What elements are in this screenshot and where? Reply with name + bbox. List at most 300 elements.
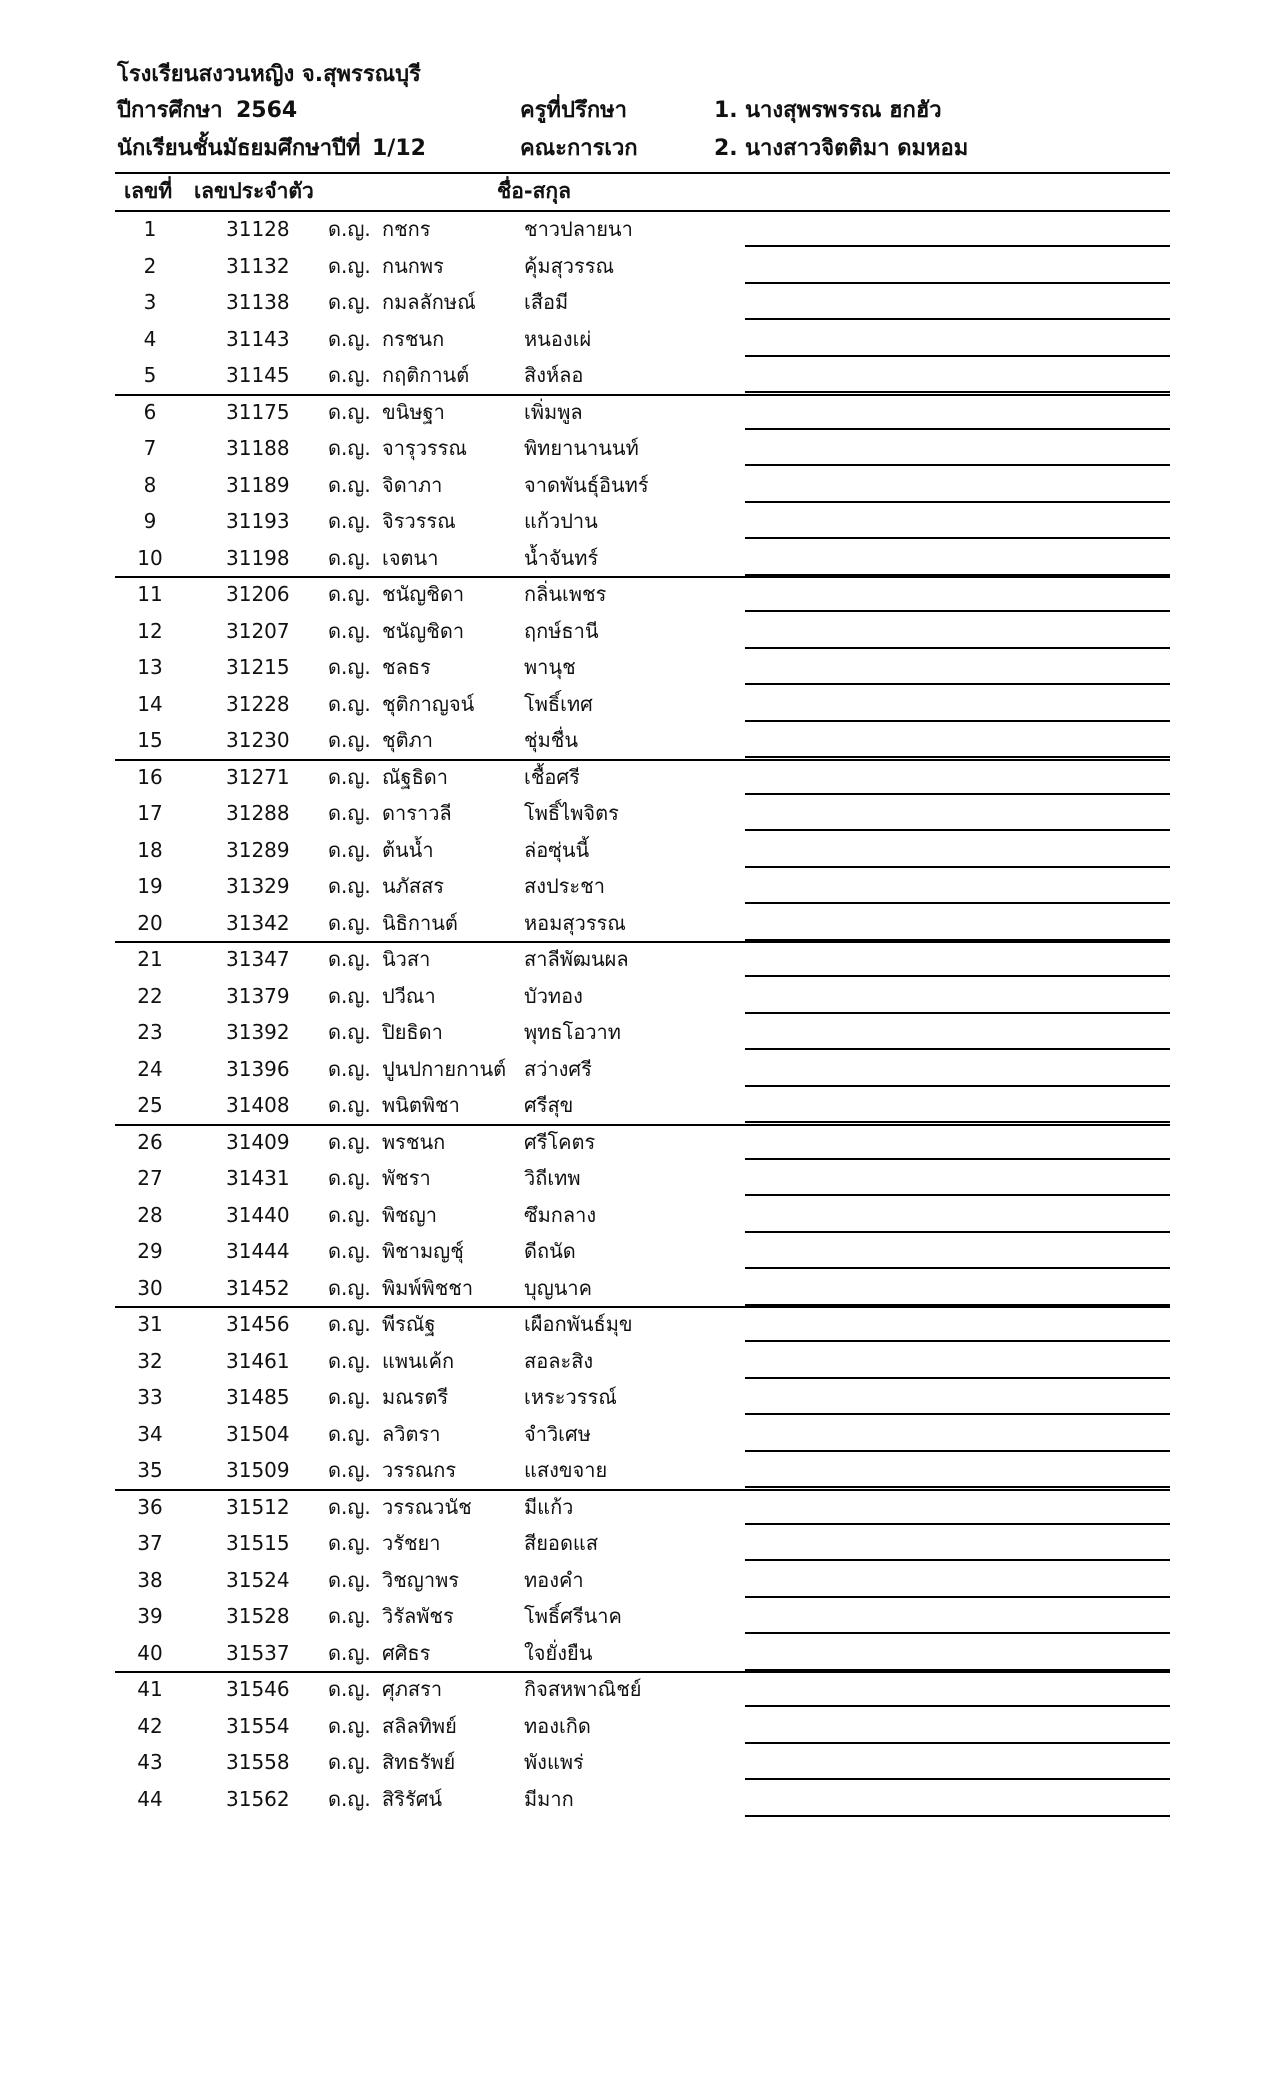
first-name: วรัชยา xyxy=(382,1531,441,1555)
student-number: 7 xyxy=(143,436,157,460)
first-name: กฤติกานต์ xyxy=(382,363,470,387)
student-number: 19 xyxy=(137,874,163,898)
student-id: 31409 xyxy=(226,1129,290,1154)
first-name: ศุภสรา xyxy=(382,1677,443,1701)
school-name: โรงเรียนสงวนหญิง จ.สุพรรณบุรี xyxy=(117,62,421,87)
student-id: 31188 xyxy=(226,436,290,460)
student-number: 26 xyxy=(137,1129,163,1154)
first-name: ชลธร xyxy=(382,655,431,679)
name-prefix: ด.ญ. xyxy=(328,983,371,1008)
student-id: 31138 xyxy=(226,290,290,314)
student-number: 28 xyxy=(137,1202,163,1227)
student-id: 31440 xyxy=(226,1202,290,1227)
signature-line xyxy=(745,1559,1170,1561)
name-prefix: ด.ญ. xyxy=(328,1129,371,1154)
student-number: 12 xyxy=(137,618,163,643)
first-name: พิชญา xyxy=(382,1202,438,1227)
name-prefix: ด.ญ. xyxy=(328,217,371,241)
student-id: 31456 xyxy=(226,1312,290,1336)
table-row xyxy=(0,1125,1275,1161)
committee-label: คณะการเวก xyxy=(520,136,638,161)
table-row xyxy=(0,1380,1275,1416)
student-number: 40 xyxy=(137,1640,163,1665)
student-number: 38 xyxy=(137,1567,163,1592)
student-number: 31 xyxy=(137,1312,163,1336)
signature-line xyxy=(745,647,1170,649)
signature-line xyxy=(745,1596,1170,1598)
student-id: 31515 xyxy=(226,1531,290,1555)
first-name: นภัสสร xyxy=(382,874,445,898)
name-prefix: ด.ญ. xyxy=(328,1093,371,1117)
signature-line xyxy=(745,428,1170,430)
table-row xyxy=(0,760,1275,796)
advisor-1-name: นางสุพรพรรณ ฮกฮัว xyxy=(745,98,942,123)
signature-line xyxy=(745,1267,1170,1269)
name-prefix: ด.ญ. xyxy=(328,1385,371,1409)
student-id: 31528 xyxy=(226,1604,290,1628)
student-number: 14 xyxy=(137,691,163,716)
last-name: กลิ่นเพชร xyxy=(524,582,607,606)
table-row xyxy=(0,1052,1275,1088)
last-name: พิทยานานนท์ xyxy=(524,436,639,460)
first-name: สิริรัศน์ xyxy=(382,1786,443,1811)
name-prefix: ด.ญ. xyxy=(328,1494,371,1519)
table-row xyxy=(0,395,1275,431)
signature-line xyxy=(745,318,1170,320)
first-name: ศศิธร xyxy=(382,1640,431,1665)
student-number: 4 xyxy=(143,326,157,351)
table-row xyxy=(0,1161,1275,1197)
name-prefix: ด.ญ. xyxy=(328,874,371,898)
first-name: ณัฐธิดา xyxy=(382,764,449,789)
student-number: 3 xyxy=(143,290,157,314)
group-divider xyxy=(115,1306,1170,1308)
last-name: น้ำจันทร์ xyxy=(524,545,599,570)
first-name: พีรณัฐ xyxy=(382,1312,436,1336)
student-number: 21 xyxy=(137,947,163,971)
first-name: เจตนา xyxy=(382,545,439,570)
last-name: สอละสิง xyxy=(524,1348,594,1373)
last-name: คุ้มสุวรรณ xyxy=(524,253,615,278)
last-name: แสงขจาย xyxy=(524,1458,608,1482)
signature-line xyxy=(745,501,1170,503)
table-row xyxy=(0,1599,1275,1635)
last-name: พานุช xyxy=(524,655,576,679)
column-header-student-id: เลขประจำตัว xyxy=(194,179,314,203)
signature-line xyxy=(745,1815,1170,1817)
student-number: 5 xyxy=(143,363,157,387)
last-name: สิงห์ลอ xyxy=(524,363,584,387)
student-number: 18 xyxy=(137,837,163,862)
group-divider xyxy=(115,394,1170,396)
student-id: 31132 xyxy=(226,253,290,278)
student-number: 29 xyxy=(137,1239,163,1263)
group-divider xyxy=(115,1671,1170,1673)
first-name: นิวสา xyxy=(382,947,431,971)
table-row xyxy=(0,1271,1275,1307)
student-id: 31175 xyxy=(226,399,290,424)
academic-year-label: ปีการศึกษา xyxy=(117,98,223,123)
table-row xyxy=(0,833,1275,869)
first-name: จิดาภา xyxy=(382,472,443,497)
last-name: ชุ่มชื่น xyxy=(524,728,579,752)
name-prefix: ด.ญ. xyxy=(328,509,371,533)
advisor-label: ครูที่ปรึกษา xyxy=(520,98,627,123)
signature-line xyxy=(745,866,1170,868)
student-id: 31558 xyxy=(226,1750,290,1774)
student-number: 23 xyxy=(137,1020,163,1044)
name-prefix: ด.ญ. xyxy=(328,728,371,752)
last-name: ล่อซุ่นนี้ xyxy=(524,837,590,862)
student-number: 34 xyxy=(137,1421,163,1446)
student-id: 31189 xyxy=(226,472,290,497)
last-name: มีมาก xyxy=(524,1786,574,1811)
last-name: วิถีเทพ xyxy=(524,1166,581,1190)
first-name: ลวิตรา xyxy=(382,1421,441,1446)
class-value: 1/12 xyxy=(372,136,426,161)
table-row xyxy=(0,358,1275,394)
table-row xyxy=(0,1015,1275,1051)
table-row xyxy=(0,1709,1275,1745)
signature-line xyxy=(745,1523,1170,1525)
name-prefix: ด.ญ. xyxy=(328,655,371,679)
student-id: 31444 xyxy=(226,1239,290,1263)
student-id: 31193 xyxy=(226,509,290,533)
first-name: กนกพร xyxy=(382,253,444,278)
student-id: 31562 xyxy=(226,1786,290,1811)
advisor-2-name: นางสาวจิตติมา ดมหอม xyxy=(745,136,969,161)
name-prefix: ด.ญ. xyxy=(328,545,371,570)
first-name: พนิตพิชา xyxy=(382,1093,460,1117)
student-id: 31452 xyxy=(226,1275,290,1300)
name-prefix: ด.ญ. xyxy=(328,1786,371,1811)
signature-line xyxy=(745,683,1170,685)
student-number: 27 xyxy=(137,1166,163,1190)
student-id: 31512 xyxy=(226,1494,290,1519)
advisor-2-number: 2. xyxy=(714,136,738,161)
first-name: ชุติกาญจน์ xyxy=(382,691,475,716)
signature-line xyxy=(745,975,1170,977)
name-prefix: ด.ญ. xyxy=(328,290,371,314)
student-number: 25 xyxy=(137,1093,163,1117)
student-number: 44 xyxy=(137,1786,163,1811)
last-name: สาลีพัฒนผล xyxy=(524,947,629,971)
last-name: สียอดแส xyxy=(524,1531,599,1555)
signature-line xyxy=(745,245,1170,247)
table-row xyxy=(0,1453,1275,1489)
student-number: 17 xyxy=(137,801,163,825)
table-row xyxy=(0,723,1275,759)
student-number: 16 xyxy=(137,764,163,789)
table-row xyxy=(0,1234,1275,1270)
first-name: ขนิษฐา xyxy=(382,399,445,424)
name-prefix: ด.ญ. xyxy=(328,764,371,789)
name-prefix: ด.ญ. xyxy=(328,582,371,606)
table-row xyxy=(0,942,1275,978)
last-name: ศรีสุข xyxy=(524,1093,574,1117)
first-name: พรชนก xyxy=(382,1129,446,1154)
last-name: ทองเกิด xyxy=(524,1713,591,1738)
table-row xyxy=(0,285,1275,321)
name-prefix: ด.ญ. xyxy=(328,436,371,460)
table-row xyxy=(0,1490,1275,1526)
student-number: 36 xyxy=(137,1494,163,1519)
table-row xyxy=(0,541,1275,577)
table-row xyxy=(0,979,1275,1015)
student-id: 31288 xyxy=(226,801,290,825)
last-name: หอมสุวรรณ xyxy=(524,910,626,935)
table-row xyxy=(0,687,1275,723)
first-name: ต้นน้ำ xyxy=(382,837,434,862)
first-name: วิรัลพัชร xyxy=(382,1604,454,1628)
first-name: จิรวรรณ xyxy=(382,509,456,533)
student-id: 31347 xyxy=(226,947,290,971)
student-number: 11 xyxy=(137,582,163,606)
last-name: ดีถนัด xyxy=(524,1239,576,1263)
student-id: 31207 xyxy=(226,618,290,643)
signature-line xyxy=(745,1450,1170,1452)
student-number: 37 xyxy=(137,1531,163,1555)
group-divider xyxy=(115,1124,1170,1126)
table-row xyxy=(0,431,1275,467)
group-divider xyxy=(115,1489,1170,1491)
student-id: 31504 xyxy=(226,1421,290,1446)
first-name: พิชามญชุ์ xyxy=(382,1239,464,1263)
student-id: 31379 xyxy=(226,983,290,1008)
table-row xyxy=(0,1198,1275,1234)
table-row xyxy=(0,577,1275,613)
last-name: ศรีโคตร xyxy=(524,1129,596,1154)
first-name: ปิยธิดา xyxy=(382,1020,443,1044)
first-name: กชกร xyxy=(382,217,431,241)
student-number: 8 xyxy=(143,472,157,497)
signature-line xyxy=(745,1413,1170,1415)
table-row xyxy=(0,1344,1275,1380)
last-name: เชื้อศรี xyxy=(524,764,580,789)
first-name: ดาราวลี xyxy=(382,801,452,825)
table-row xyxy=(0,614,1275,650)
first-name: ปวีณา xyxy=(382,983,436,1008)
name-prefix: ด.ญ. xyxy=(328,837,371,862)
signature-line xyxy=(745,902,1170,904)
student-number: 30 xyxy=(137,1275,163,1300)
signature-line xyxy=(745,1632,1170,1634)
student-id: 31128 xyxy=(226,217,290,241)
table-row xyxy=(0,1782,1275,1818)
table-row xyxy=(0,212,1275,248)
first-name: นิธิกานต์ xyxy=(382,910,458,935)
signature-line xyxy=(745,1012,1170,1014)
table-row xyxy=(0,504,1275,540)
student-id: 31431 xyxy=(226,1166,290,1190)
name-prefix: ด.ญ. xyxy=(328,1020,371,1044)
signature-line xyxy=(745,1340,1170,1342)
name-prefix: ด.ญ. xyxy=(328,472,371,497)
name-prefix: ด.ญ. xyxy=(328,910,371,935)
last-name: ซึมกลาง xyxy=(524,1202,597,1227)
student-number: 13 xyxy=(137,655,163,679)
student-id: 31537 xyxy=(226,1640,290,1665)
table-row xyxy=(0,1088,1275,1124)
last-name: บุญนาค xyxy=(524,1275,593,1300)
last-name: โพธิ์ศรีนาค xyxy=(524,1604,622,1628)
signature-line xyxy=(745,1742,1170,1744)
first-name: สลิลทิพย์ xyxy=(382,1713,457,1738)
student-number: 32 xyxy=(137,1348,163,1373)
table-row xyxy=(0,322,1275,358)
first-name: พิมพ์พิชชา xyxy=(382,1275,474,1300)
name-prefix: ด.ญ. xyxy=(328,1531,371,1555)
name-prefix: ด.ญ. xyxy=(328,399,371,424)
student-id: 31546 xyxy=(226,1677,290,1701)
name-prefix: ด.ญ. xyxy=(328,1312,371,1336)
academic-year: 2564 xyxy=(236,98,298,123)
table-row xyxy=(0,796,1275,832)
student-id: 31408 xyxy=(226,1093,290,1117)
student-number: 39 xyxy=(137,1604,163,1628)
table-row xyxy=(0,1417,1275,1453)
last-name: เหระวรรณ์ xyxy=(524,1385,617,1409)
column-header-no: เลขที่ xyxy=(124,179,173,203)
signature-line xyxy=(745,1705,1170,1707)
student-id: 31145 xyxy=(226,363,290,387)
table-row xyxy=(0,1672,1275,1708)
name-prefix: ด.ญ. xyxy=(328,1640,371,1665)
signature-line xyxy=(745,1377,1170,1379)
name-prefix: ด.ญ. xyxy=(328,1604,371,1628)
signature-line xyxy=(745,464,1170,466)
student-number: 41 xyxy=(137,1677,163,1701)
name-prefix: ด.ญ. xyxy=(328,1056,371,1081)
first-name: แพนเค้ก xyxy=(382,1348,455,1373)
group-divider xyxy=(115,576,1170,578)
student-number: 22 xyxy=(137,983,163,1008)
signature-line xyxy=(745,282,1170,284)
student-id: 31461 xyxy=(226,1348,290,1373)
signature-line xyxy=(745,1085,1170,1087)
name-prefix: ด.ญ. xyxy=(328,1275,371,1300)
student-number: 24 xyxy=(137,1056,163,1081)
student-id: 31396 xyxy=(226,1056,290,1081)
student-id: 31342 xyxy=(226,910,290,935)
class-label: นักเรียนชั้นมัธยมศึกษาปีที่ xyxy=(117,136,361,161)
signature-line xyxy=(745,355,1170,357)
first-name: มณรตรี xyxy=(382,1385,449,1409)
last-name: หนองเผ่ xyxy=(524,326,592,351)
last-name: ทองคำ xyxy=(524,1567,584,1592)
name-prefix: ด.ญ. xyxy=(328,1239,371,1263)
first-name: วรรณกร xyxy=(382,1458,457,1482)
name-prefix: ด.ญ. xyxy=(328,618,371,643)
table-row xyxy=(0,1636,1275,1672)
student-number: 1 xyxy=(143,217,157,241)
name-prefix: ด.ญ. xyxy=(328,1750,371,1774)
signature-line xyxy=(745,829,1170,831)
name-prefix: ด.ญ. xyxy=(328,1567,371,1592)
first-name: สิทธรัพย์ xyxy=(382,1750,456,1774)
name-prefix: ด.ญ. xyxy=(328,1166,371,1190)
signature-line xyxy=(745,793,1170,795)
student-id: 31271 xyxy=(226,764,290,789)
student-id: 31509 xyxy=(226,1458,290,1482)
last-name: ฤกษ์ธานี xyxy=(524,618,599,643)
name-prefix: ด.ญ. xyxy=(328,1677,371,1701)
name-prefix: ด.ญ. xyxy=(328,1458,371,1482)
table-row xyxy=(0,249,1275,285)
last-name: เผือกพันธ์มุข xyxy=(524,1312,633,1336)
last-name: จาดพันธุ์อินทร์ xyxy=(524,472,649,497)
name-prefix: ด.ญ. xyxy=(328,253,371,278)
first-name: ชนัญชิดา xyxy=(382,618,465,643)
student-number: 15 xyxy=(137,728,163,752)
first-name: กรชนก xyxy=(382,326,445,351)
table-row xyxy=(0,1745,1275,1781)
table-row xyxy=(0,1526,1275,1562)
name-prefix: ด.ญ. xyxy=(328,1713,371,1738)
name-prefix: ด.ญ. xyxy=(328,363,371,387)
student-number: 33 xyxy=(137,1385,163,1409)
signature-line xyxy=(745,1194,1170,1196)
last-name: พังแพร่ xyxy=(524,1750,584,1774)
first-name: วิชญาพร xyxy=(382,1567,460,1592)
signature-line xyxy=(745,1231,1170,1233)
name-prefix: ด.ญ. xyxy=(328,326,371,351)
signature-line xyxy=(745,1158,1170,1160)
last-name: แก้วปาน xyxy=(524,509,598,533)
first-name: พัชรา xyxy=(382,1166,431,1190)
table-row xyxy=(0,468,1275,504)
advisor-1-number: 1. xyxy=(714,98,738,123)
student-id: 31392 xyxy=(226,1020,290,1044)
student-number: 9 xyxy=(143,509,157,533)
student-id: 31215 xyxy=(226,655,290,679)
last-name: สว่างศรี xyxy=(524,1056,592,1081)
student-id: 31554 xyxy=(226,1713,290,1738)
last-name: บัวทอง xyxy=(524,983,583,1008)
signature-line xyxy=(745,537,1170,539)
table-row xyxy=(0,1307,1275,1343)
group-divider xyxy=(115,941,1170,943)
table-row xyxy=(0,650,1275,686)
signature-line xyxy=(745,720,1170,722)
student-number: 43 xyxy=(137,1750,163,1774)
student-id: 31289 xyxy=(226,837,290,862)
student-number: 35 xyxy=(137,1458,163,1482)
last-name: จำวิเศษ xyxy=(524,1421,591,1446)
student-number: 6 xyxy=(143,399,157,424)
first-name: จารุวรรณ xyxy=(382,436,467,460)
last-name: มีแก้ว xyxy=(524,1494,574,1519)
student-id: 31198 xyxy=(226,545,290,570)
student-id: 31143 xyxy=(226,326,290,351)
first-name: ชนัญชิดา xyxy=(382,582,465,606)
student-number: 42 xyxy=(137,1713,163,1738)
group-divider xyxy=(115,759,1170,761)
signature-line xyxy=(745,610,1170,612)
name-prefix: ด.ญ. xyxy=(328,1202,371,1227)
last-name: ใจยั่งยืน xyxy=(524,1640,593,1665)
last-name: ชาวปลายนา xyxy=(524,217,633,241)
student-id: 31485 xyxy=(226,1385,290,1409)
student-number: 2 xyxy=(143,253,157,278)
signature-line xyxy=(745,1048,1170,1050)
first-name: กมลลักษณ์ xyxy=(382,290,476,314)
first-name: ชุติภา xyxy=(382,728,433,752)
student-number: 10 xyxy=(137,545,163,570)
last-name: โพธิ์เทศ xyxy=(524,691,593,716)
last-name: สงประชา xyxy=(524,874,605,898)
name-prefix: ด.ญ. xyxy=(328,691,371,716)
